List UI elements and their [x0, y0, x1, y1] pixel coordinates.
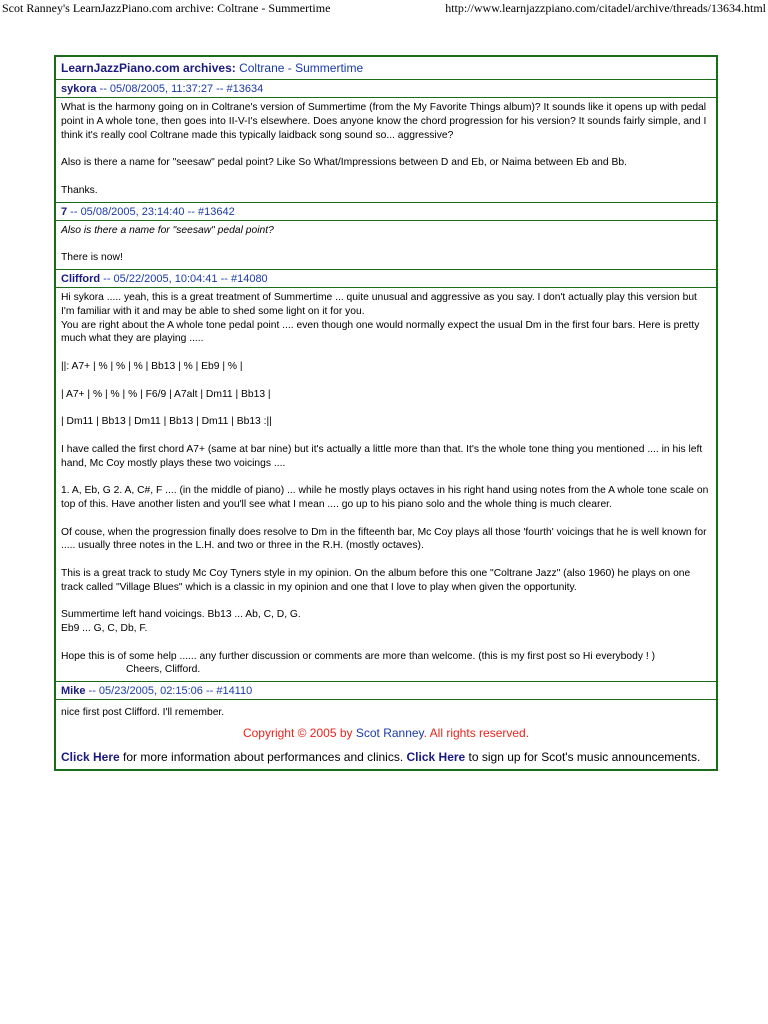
- post-line: Eb9 ... G, C, Db, F.: [61, 623, 148, 635]
- post-paragraph: [61, 650, 711, 664]
- post-author[interactable]: sykora: [61, 83, 97, 95]
- post-paragraph: Also is there a name for "seesaw" pedal point? Like So What/Impressions between D and Eb, or Naima between Eb and Bb.: [61, 157, 627, 169]
- post-author[interactable]: Mike: [61, 685, 86, 698]
- print-page-title: Scot Ranney's LearnJazzPiano.com archive: Coltrane - Summertime: [2, 1, 331, 15]
- post-signature: Cheers, Clifford.: [126, 664, 201, 676]
- post-header: [56, 80, 716, 98]
- post-body: [56, 221, 716, 270]
- post-paragraph: Thanks.: [61, 184, 98, 196]
- post-paragraph: I have called the first chord A7+ (same at bar nine) but it's actually a little more than that. It's the whole tone thing you mentioned .... in his left hand, Mc Coy mostly plays these two voicings ....: [61, 443, 703, 469]
- post-body: [56, 288, 716, 682]
- thread-title[interactable]: Coltrane - Summertime: [239, 61, 364, 75]
- post-paragraph: This is a great track to study Mc Coy Tyners style in my opinion. On the album before this one "Coltrane Jazz" (also 1960) he plays on one track called "Village Blues" which is a classic in my opinion and one that I love to play when given the opportunity.: [61, 567, 691, 593]
- post-paragraph: Of couse, when the progression finally does resolve to Dm in the fifteenth bar, Mc Coy plays all those 'fourth' voicings that he is well known for ..... usually three notes in the L.H. and two or three in the R.H. (mostly octaves).: [61, 526, 707, 552]
- promo-text: [61, 750, 711, 765]
- click-here-signup-link[interactable]: Click Here: [406, 750, 466, 765]
- post-meta: -- 05/08/2005, 23:14:40 -- #13642: [67, 205, 235, 218]
- post-line: You are right about the A whole tone pedal point .... even though one would normally expect the usual Dm in the first four bars. Here is pretty much what they are playing .....: [61, 319, 700, 345]
- post-body: [61, 706, 711, 726]
- post-header: [56, 270, 716, 288]
- print-page-url: http://www.learnjazzpiano.com/citadel/archive/threads/13634.html: [445, 1, 766, 15]
- post-line: Summertime left hand voicings. Bb13 ... Ab, C, D, G.: [61, 609, 301, 621]
- thread-container: [54, 55, 718, 771]
- post-meta: -- 05/08/2005, 11:37:27 -- #13634: [96, 83, 264, 95]
- post-paragraph: nice first post Clifford. I'll remember.: [61, 707, 225, 719]
- post-line: Hope this is of some help ...... any further discussion or comments are more than welcome. (this is my first post so Hi everybody ! ): [61, 650, 656, 662]
- post-body: [56, 98, 716, 203]
- promo-text-performances: for more information about performances and clinics.: [119, 750, 407, 765]
- thread-title-bar: [56, 57, 716, 80]
- copyright-notice: [61, 726, 711, 740]
- chord-progression-line: ||: A7+ | % | % | % | Bb13 | % | Eb9 | % |: [61, 360, 243, 372]
- post-author[interactable]: Clifford: [61, 272, 101, 285]
- copyright-prefix: Copyright © 2005 by: [242, 726, 356, 741]
- site-archive-label[interactable]: LearnJazzPiano.com archives:: [61, 61, 236, 75]
- post-paragraph: What is the harmony going on in Coltrane's version of Summertime (from the My Favorite Things album)? It sounds like it opens up with pedal point in A whole tone, then goes into II-V-I's elsewhere. Does anyone know the chord progression for his version? It sounds fairly simple, and I think it's really cool Coltrane made this typically laidback song sound so... aggressive?: [61, 102, 707, 141]
- post-meta: -- 05/22/2005, 10:04:41 -- #14080: [100, 272, 268, 285]
- copyright-owner-link[interactable]: Scot Ranney: [355, 726, 424, 741]
- chord-progression-line: | A7+ | % | % | % | F6/9 | A7alt | Dm11 | Bb13 |: [61, 388, 271, 400]
- click-here-performances-link[interactable]: Click Here: [61, 750, 120, 765]
- post-paragraph: 1. A, Eb, G 2. A, C#, F .... (in the middle of piano) ... while he mostly plays octaves in his right hand using notes from the A whole tone scale on top of this. Have another listen and you'll see what I mean .... go up to his piano solo and the whole thing is much clearer.: [61, 485, 709, 510]
- chord-progression-line: | Dm11 | Bb13 | Dm11 | Bb13 | Dm11 | Bb13 :||: [61, 416, 272, 428]
- post-header: [56, 682, 716, 700]
- print-header: [0, 0, 768, 16]
- promo-text-signup: to sign up for Scot's music announcements.: [465, 750, 701, 765]
- post-meta: -- 05/23/2005, 02:15:06 -- #14110: [85, 685, 253, 698]
- post-header: [56, 203, 716, 221]
- post-paragraph: [61, 291, 711, 346]
- post-author[interactable]: 7: [61, 205, 68, 218]
- post-paragraph: There is now!: [61, 252, 123, 264]
- post-paragraph: [61, 608, 711, 636]
- copyright-suffix: . All rights reserved.: [423, 726, 530, 741]
- post-body-and-footer: [56, 700, 716, 769]
- post-quote: Also is there a name for "seesaw" pedal point?: [61, 224, 274, 236]
- post-line: Hi sykora ..... yeah, this is a great treatment of Summertime ... quite unusual and aggressive as you say. I don't actually play this version but I'm familiar with it and may be able to shed some light on it for you.: [61, 291, 697, 317]
